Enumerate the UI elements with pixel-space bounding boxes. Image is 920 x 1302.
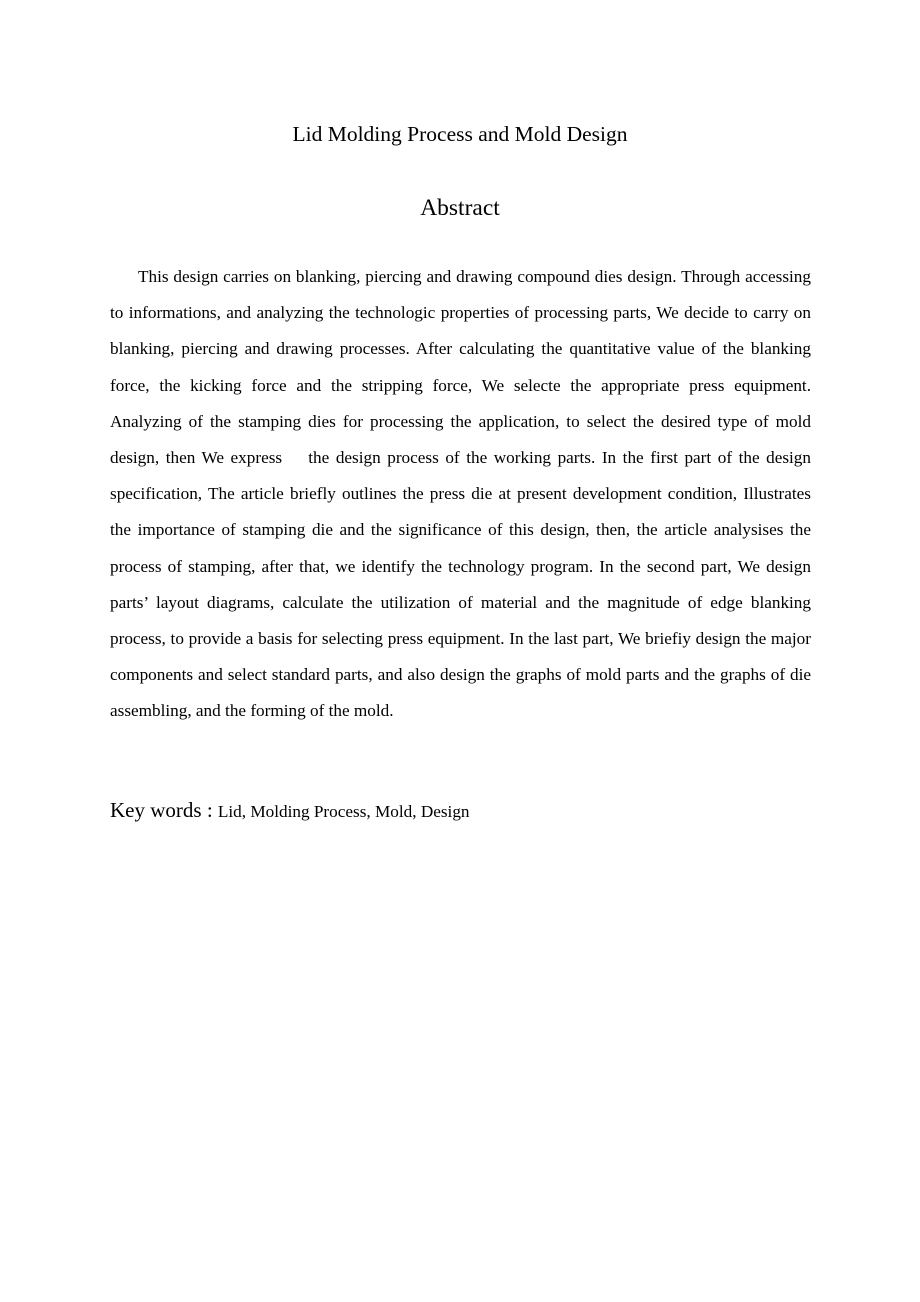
abstract-heading: Abstract [420,195,500,221]
abstract-paragraph: This design carries on blanking, piercing and drawing compound dies design. Through accessing to informations, and analyzing the technologic properties of processing parts, We decide to carry on blanking, piercing and drawing processes. After calculating the quantitative value of the blanking force, the kicking force and the stripping force, We selecte the appropriate press equipment. Analyzing of the stamping dies for processing the application, to select the desired type of mold design, then We express the design process of the working parts. In the first part of the design specification, The article briefly outlines the press die at present development condition, Illustrates the importance of stamping die and the significance of this design, then, the article analysises the process of stamping, after that, we identify the technology program. In the second part, We design parts’ layout diagrams, calculate the utilization of material and the magnitude of edge blanking process, to provide a basis for selecting press equipment. In the last part, We briefiy design the major components and select standard parts, and also design the graphs of mold parts and the graphs of die assembling, and the forming of the mold. [110,267,816,721]
document-title: Lid Molding Process and Mold Design [292,122,628,146]
keywords-list: Lid, Molding Process, Mold, Design [217,802,470,821]
keywords-label: Key words : [110,798,218,822]
keywords-line [110,794,811,828]
